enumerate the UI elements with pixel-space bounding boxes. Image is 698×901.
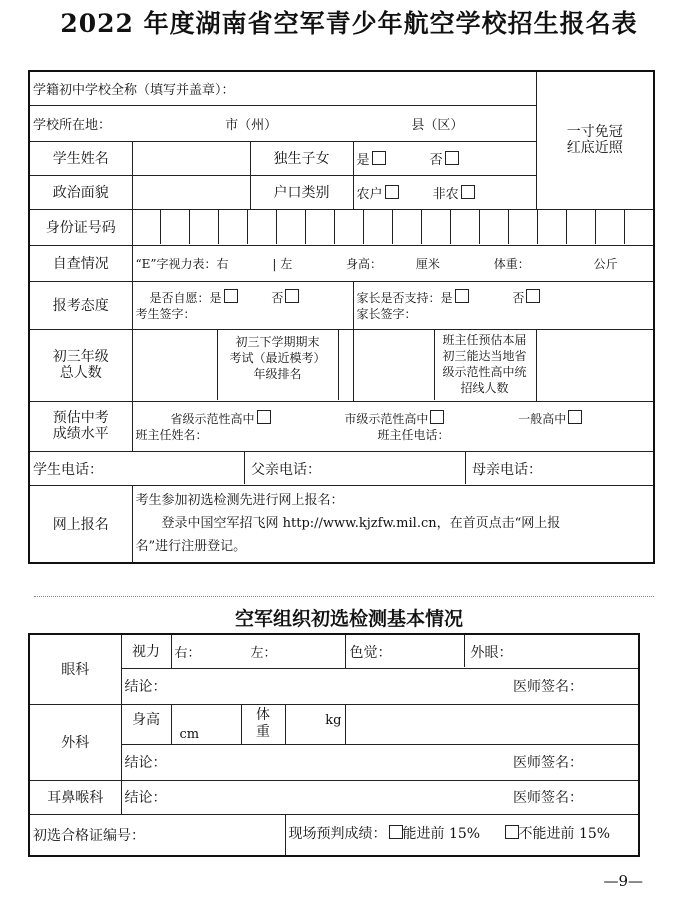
online-text-1: 考生参加初选检测先进行网上报名： [135,493,344,509]
only-child-no-checkbox[interactable] [445,151,459,165]
father-phone-field[interactable] [245,452,466,484]
parent-support-field[interactable] [353,281,654,329]
id-number-label: 身份证号码 [29,209,132,245]
parent-yes-checkbox[interactable] [455,289,469,303]
id-digit-cell[interactable] [392,210,421,244]
cm-unit-label: 厘米 [415,256,440,271]
phone-row [29,451,654,485]
rank-label: 初三下学期期末 考试（最近模考） 年级排名 [218,330,339,400]
exam-table [28,633,640,857]
online-text-2: 登录中国空军招飞网 http://www.kjzfw.mil.cn，在首页点击“网上报 [161,516,561,532]
mother-phone-label: 母亲电话： [472,462,542,478]
id-digit-cell[interactable] [537,210,566,244]
teacher-name-label: 班主任姓名： [135,427,208,442]
only-child-yes-checkbox[interactable] [372,151,386,165]
eye-conclusion-field[interactable] [121,668,639,704]
weight-label: 体 重 [241,704,285,744]
online-label: 网上报名 [29,485,132,563]
result-label: 现场预判成绩： [288,826,387,843]
result-field [285,814,639,856]
ent-conclusion-field[interactable] [121,780,639,814]
section-title: 空军组织初选检测基本情况 [234,608,463,630]
id-digit-cell[interactable] [160,210,189,244]
id-digit-cell[interactable] [624,210,653,244]
id-digit-cell[interactable] [479,210,508,244]
kg-label: kg [325,712,342,728]
student-name-input[interactable] [132,141,250,175]
id-digit-cell[interactable] [595,210,624,244]
right-eye-label: 右： [174,645,201,661]
parent-yes-label: 是 [440,290,453,305]
school-full-name-field[interactable] [29,71,536,105]
city-label: 市（州） [225,117,278,133]
height-field[interactable] [171,704,241,744]
surgery-label: 外科 [29,704,121,780]
student-name-label: 学生姓名 [29,141,132,175]
vision-left-label: | 左 [272,256,293,271]
hukou-options [353,175,536,209]
parent-no-label: 否 [512,290,525,305]
voluntary-yes-label: 是 [209,290,222,305]
id-digit-cell[interactable] [189,210,218,244]
cannot-checkbox[interactable] [505,825,519,839]
id-digit-cell[interactable] [421,210,450,244]
self-check-field[interactable] [132,245,654,281]
id-digit-cell[interactable] [334,210,363,244]
student-sign-label: 考生签字： [135,306,196,321]
height-label: 身高： [346,256,383,271]
municipal-label: 市级示范性高中 [344,411,429,426]
id-digit-cell[interactable] [508,210,537,244]
political-label: 政治面貌 [29,175,132,209]
ent-conclusion-label: 结论： [124,790,167,806]
general-checkbox[interactable] [568,410,582,424]
weight-field[interactable] [285,704,345,744]
political-input[interactable] [132,175,250,209]
school-location-label: 学校所在地： [33,117,112,133]
parent-no-checkbox[interactable] [526,289,540,303]
attitude-label: 报考态度 [29,281,132,329]
voluntary-no-checkbox[interactable] [285,289,299,303]
id-digit-cell[interactable] [566,210,595,244]
kg-unit-label: 公斤 [593,256,618,271]
hukou-label: 户口类别 [250,175,353,209]
eye-doctor-sign-label: 医师签名： [513,679,583,695]
color-external [345,634,639,668]
eye-conclusion-label: 结论： [124,679,167,695]
cert-no-field[interactable] [29,814,285,856]
father-phone-label: 父亲电话： [251,462,321,478]
vision-label: “E”字视力表：右 [135,256,229,271]
surgery-conclusion-field[interactable] [121,744,639,780]
predicted-field[interactable] [132,401,654,451]
parent-sign-label: 家长签字： [356,306,417,321]
online-instructions [132,485,654,563]
total-students-label: 初三年级 总人数 [29,329,132,401]
color-field[interactable] [346,635,465,667]
id-digit-cell[interactable] [450,210,479,244]
no-label: 否 [429,152,443,168]
nonrural-checkbox[interactable] [461,185,475,199]
total-students-input[interactable] [133,330,218,400]
school-location-field[interactable] [29,105,536,141]
only-child-label: 独生子女 [250,141,353,175]
yes-label: 是 [356,152,370,168]
student-phone-label: 学生电话： [33,462,103,478]
id-digit-cell[interactable] [247,210,276,244]
ent-label: 耳鼻喉科 [29,780,121,814]
general-label: 一般高中 [518,411,567,426]
municipal-checkbox[interactable] [430,410,444,424]
id-number-cells[interactable] [132,209,654,245]
parent-support-label: 家长是否支持： [356,290,441,305]
mother-phone-field[interactable] [466,452,653,484]
rural-label: 农户 [356,186,383,202]
registration-form-table [28,70,655,564]
voluntary-label: 是否自愿： [149,290,210,305]
voluntary-field[interactable] [132,281,353,329]
online-text-3: 名”进行注册登记。 [135,539,247,555]
school-full-name-label: 学籍初中学校全称（填写并盖章）： [33,82,235,98]
county-label: 县（区） [411,117,464,133]
rank-group [132,329,353,401]
nonrural-label: 非农 [432,186,459,202]
estimate-input[interactable] [536,329,654,401]
rural-checkbox[interactable] [385,185,399,199]
external-label: 外眼： [470,645,513,662]
vision-label: 视力 [121,634,171,668]
id-digit-cell[interactable] [218,210,247,244]
color-label: 色觉： [349,645,392,662]
eye-label: 眼科 [29,634,121,704]
surgery-conclusion-label: 结论： [124,755,167,771]
predicted-label: 预估中考 成绩水平 [29,401,132,451]
id-digit-cell[interactable] [363,210,392,244]
divider [34,596,654,597]
student-phone-field[interactable] [30,452,245,484]
rank-input[interactable] [354,330,435,400]
cannot-label: 不能进前 15% [518,826,611,843]
cert-no-label: 初选合格证编号： [33,827,145,844]
provincial-label: 省级示范性高中 [170,411,255,426]
weight-label: 体重： [493,256,530,271]
estimate-label: 班主任预估本届 初三能达当地省 级示范性高中统 招线人数 [442,333,527,395]
height-label: 身高 [121,704,171,744]
only-child-options [353,141,536,175]
self-check-label: 自查情况 [29,245,132,281]
can-checkbox[interactable] [389,825,403,839]
id-digit-cell[interactable] [133,210,161,244]
rank-and-estimate [353,329,536,401]
vision-field[interactable] [171,634,345,668]
provincial-checkbox[interactable] [257,410,271,424]
voluntary-no-label: 否 [271,290,284,305]
id-digit-cell[interactable] [276,210,305,244]
external-field[interactable] [465,635,639,667]
page-number: —9— [603,872,643,890]
voluntary-yes-checkbox[interactable] [224,289,238,303]
cm-label: cm [179,726,200,742]
can-label: 能进前 15% [402,826,481,843]
teacher-phone-label: 班主任电话： [377,427,450,442]
left-eye-label: 左： [250,645,277,661]
ent-doctor-sign-label: 医师签名： [513,790,583,806]
photo-box: 一寸免冠 红底近照 [536,71,654,209]
id-digit-cell[interactable] [305,210,334,244]
page-title: 2022 年度湖南省空军青少年航空学校招生报名表 [60,9,638,38]
surgery-doctor-sign-label: 医师签名： [513,755,583,771]
surgery-blank [345,704,639,744]
